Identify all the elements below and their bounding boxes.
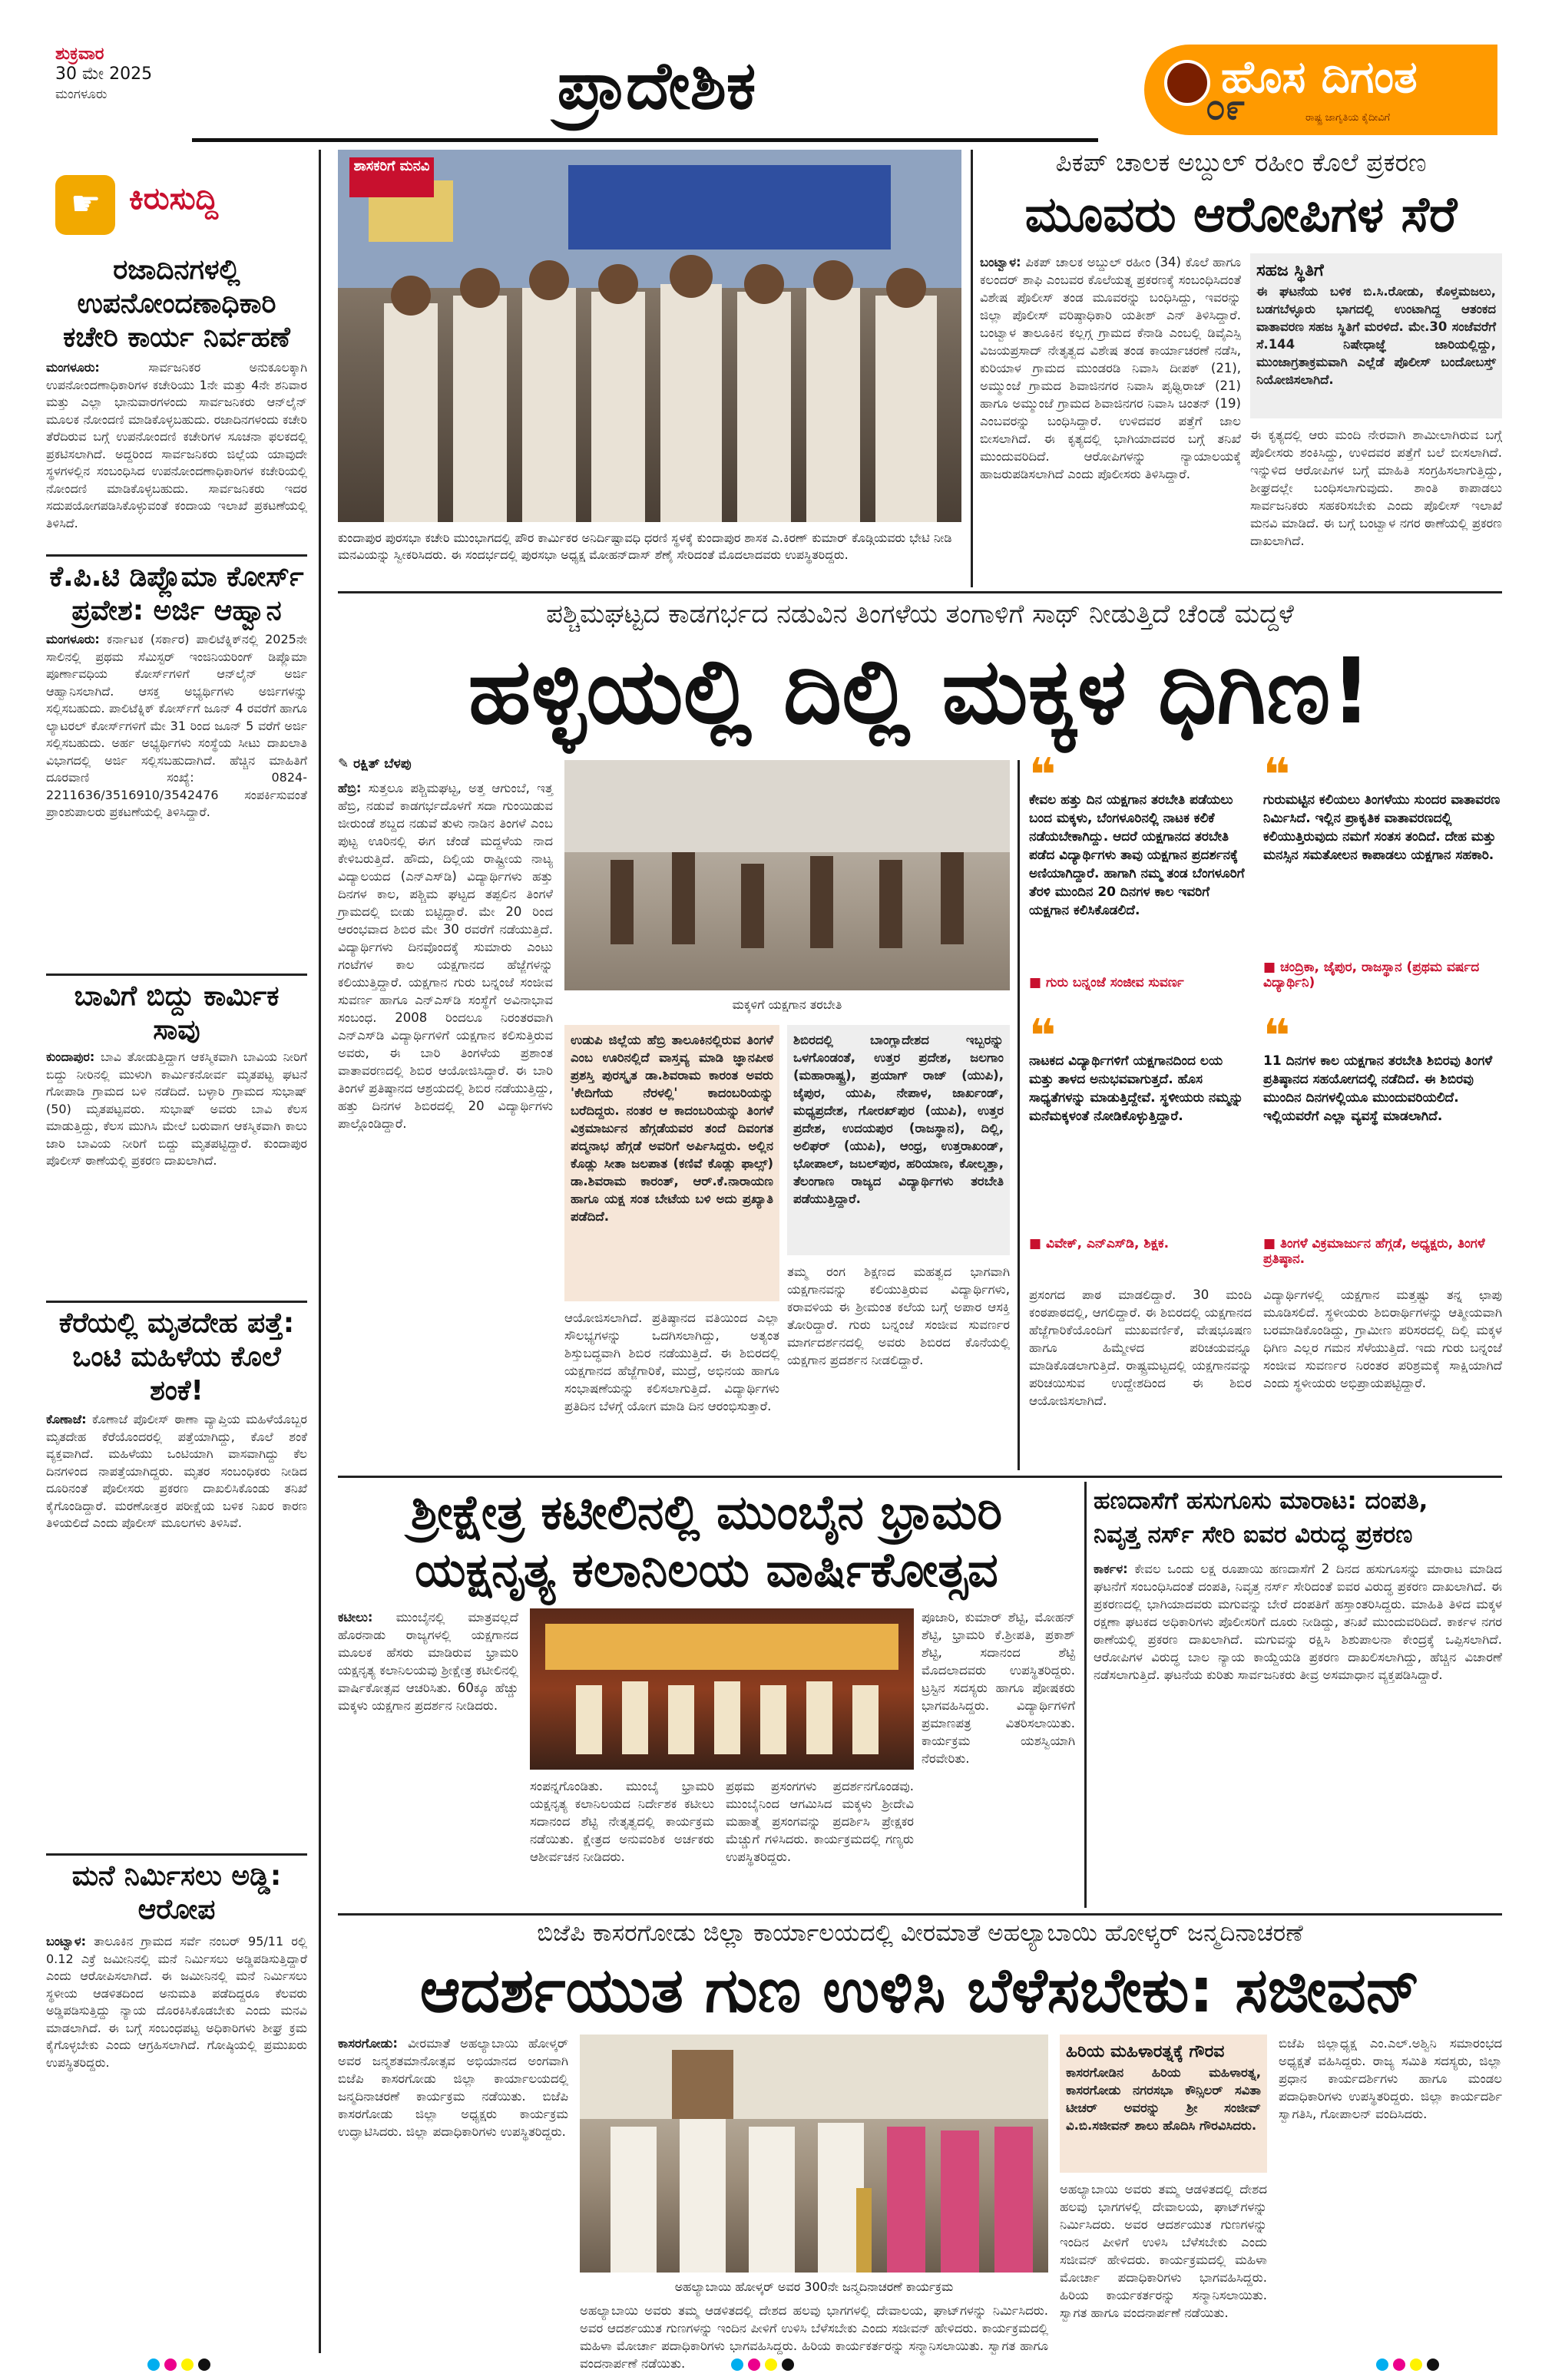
color-dots-center bbox=[731, 2359, 794, 2371]
lead-body-3: ತಮ್ಮ ರಂಗ ಶಿಕ್ಷಣದ ಮಹತ್ವದ ಭಾಗವಾಗಿ ಯಕ್ಷಗಾನವನ್ನು ಕಲಿಯುತ್ತಿರುವ ವಿದ್ಯಾರ್ಥಿಗಳು, ಕರಾವಳಿಯ ಈ ಶ್ರೀಮಂತ ಕಲೆಯ ಬಗ್ಗೆ ಅಪಾರ ಆಸಕ್ತಿ ತೋರಿದ್ದಾರೆ. ಗುರು ಬನ್ನಂಜೆ ಸಂಜೀವ ಸುವರ್ಣರ ಮಾರ್ಗದರ್ಶನದಲ್ಲಿ ಅವರು ಶಿಬಿರದ ಕೊನೆಯಲ್ಲಿ ಯಕ್ಷಗಾನ ಪ್ರದರ್ಶನ ನೀಡಲಿದ್ದಾರೆ. bbox=[787, 1264, 1010, 1367]
story-body-4: ಪೂಜಾರಿ, ಕುಮಾರ್ ಶೆಟ್ಟಿ, ಮೋಹನ್ ಶೆಟ್ಟಿ, ಭ್ರಾಮರಿ ಕೆ.ಶ್ರೀಪತಿ, ಪ್ರಕಾಶ್ ಶೆಟ್ಟಿ, ಸದಾನಂದ ಶೆಟ್ಟಿ ಮೊದಲಾದವರು ಉಪಸ್ಥಿತರಿದ್ದರು. ಟ್ರಸ್ಟಿನ ಸದಸ್ಯರು ಹಾಗೂ ಪೋಷಕರು ಭಾಗವಹಿಸಿದ್ದರು. ವಿದ್ಯಾರ್ಥಿಗಳಿಗೆ ಪ್ರಮಾಣಪತ್ರ ವಿತರಿಸಲಾಯಿತು. ಕಾರ್ಯಕ್ರಮ ಯಶಸ್ವಿಯಾಗಿ ನೆರವೇರಿತು. bbox=[922, 1610, 1075, 1766]
section-title: ಪ್ರಾದೇಶಿಕ bbox=[557, 48, 756, 124]
lead-body-5: ವಿದ್ಯಾರ್ಥಿಗಳಲ್ಲಿ ಯಕ್ಷಗಾನ ಮತ್ತಷ್ಟು ತನ್ನ ಛಾಪು ಮೂಡಿಸಲಿದೆ. ಸ್ಥಳೀಯರು ಶಿಬಿರಾರ್ಥಿಗಳನ್ನು ಆತ್ಮೀಯವಾಗಿ ಬರಮಾಡಿಕೊಂಡಿದ್ದು, ಗ್ರಾಮೀಣ ಪರಿಸರದಲ್ಲಿ ದಿಲ್ಲಿ ಮಕ್ಕಳ ಧಿಗಿಣ ಎಲ್ಲರ ಗಮನ ಸೆಳೆಯುತ್ತಿದೆ. ಇದು ಗುರು ಬನ್ನಂಜೆ ಸಂಜೀವ ಸುವರ್ಣರ ನಿರಂತರ ಪರಿಶ್ರಮಕ್ಕೆ ಸಾಕ್ಷಿಯಾಗಿದೆ ಎಂದು ಸ್ಥಳೀಯರು ಅಭಿಪ್ರಾಯಪಟ್ಟಿದ್ದಾರೆ. bbox=[1263, 1288, 1502, 1390]
people-group-photo bbox=[338, 150, 961, 522]
lead-body-2: ಆಯೋಜಿಸಲಾಗಿದೆ. ಪ್ರತಿಷ್ಠಾನದ ವತಿಯಿಂದ ಎಲ್ಲಾ ಸೌಲಭ್ಯಗಳನ್ನು ಒದಗಿಸಲಾಗಿದ್ದು, ಅತ್ಯಂತ ಶಿಸ್ತುಬದ್ಧವಾಗಿ ಶಿಬಿರ ನಡೆಯುತ್ತಿದೆ. ಈ ಶಿಬಿರದಲ್ಲಿ ಯಕ್ಷಗಾನದ ಹೆಜ್ಜೆಗಾರಿಕೆ, ಮುದ್ರೆ, ಅಭಿನಯ ಹಾಗೂ ಸಂಭಾಷಣೆಯನ್ನು ಕಲಿಸಲಾಗುತ್ತಿದೆ. ವಿದ್ಯಾರ್ಥಿಗಳು ಪ್ರತಿದಿನ ಬೆಳಗ್ಗೆ ಯೋಗ ಮಾಡಿ ದಿನ ಆರಂಭಿಸುತ್ತಾರೆ. bbox=[564, 1311, 779, 1413]
lead-body: ಹೆಬ್ರಿ: ಸುತ್ತಲೂ ಪಶ್ಚಿಮಘಟ್ಟ, ಅತ್ತ ಆಗುಂಬೆ, ಇತ್ತ ಹೆಬ್ರಿ, ನಡುವೆ ಕಾಡಗರ್ಭದೊಳಗೆ ಸದಾ ಗುಂಯಿಡುವ ಜೀರುಂಡೆ ಶಬ್ದದ ನಡುವೆ ತುಳು ನಾಡಿನ ತಿಂಗಳೆ ಎಂಬ ಪುಟ್ಟ ಊರಿನಲ್ಲಿ ಈಗ ಚೆಂಡೆ ಮದ್ದಳೆಯ ನಾದ ಕೇಳಿಬರುತ್ತಿದೆ. ಹೌದು, ದಿಲ್ಲಿಯ ರಾಷ್ಟ್ರೀಯ ನಾಟ್ಯ ವಿದ್ಯಾಲಯದ (ಎನ್‌ಎಸ್‌ಡಿ) ವಿದ್ಯಾರ್ಥಿಗಳು ಹತ್ತು ದಿನಗಳ ಕಾಲ, ಪಶ್ಚಿಮ ಘಟ್ಟದ ತಪ್ಪಲಿನ ತಿಂಗಳೆ ಗ್ರಾಮದಲ್ಲಿ ಬೀಡು ಬಿಟ್ಟಿದ್ದಾರೆ. ಮೇ 20 ರಿಂದ ಆರಂಭವಾದ ಶಿಬಿರ ಮೇ 30 ರವರೆಗೆ ನಡೆಯುತ್ತಿದೆ. ವಿದ್ಯಾರ್ಥಿಗಳು ದಿನವೊಂದಕ್ಕೆ ಸುಮಾರು ಎಂಟು ಗಂಟೆಗಳ ಕಾಲ ಯಕ್ಷಗಾನದ ಹೆಜ್ಜೆಗಳನ್ನು ಕಲಿಯುತ್ತಿದ್ದಾರೆ. ಯಕ್ಷಗಾನ ಗುರು ಬನ್ನಂಜೆ ಸಂಜೀವ ಸುವರ್ಣ ಹಾಗೂ ಎನ್‌ಎಸ್‌ಡಿ ಸಂಸ್ಥೆಗೆ ಅವಿನಾಭಾವ ಸಂಬಂಧ. 2008 ರಿಂದಲೂ ನಿರಂತರವಾಗಿ ಎನ್‌ಎಸ್‌ಡಿ ವಿದ್ಯಾರ್ಥಿಗಳಿಗೆ ಯಕ್ಷಗಾನ ಕಲಿಸುತ್ತಿರುವ ಅವರು, ಈ ಬಾರಿ ತಿಂಗಳೆಯ ಪ್ರಶಾಂತ ವಾತಾವರಣದಲ್ಲಿ ಶಿಬಿರ ಆಯೋಜಿಸಿದ್ದಾರೆ. ಈ ಬಾರಿ ತಿಂಗಳೆ ಪ್ರತಿಷ್ಠಾನದ ಆಶ್ರಯದಲ್ಲಿ ಶಿಬಿರ ನಡೆಯುತ್ತಿದ್ದು, ಹತ್ತು ದಿನಗಳ ಶಿಬಿರದಲ್ಲಿ 20 ವಿದ್ಯಾರ್ಥಿಗಳು ಪಾಲ್ಗೊಂಡಿದ್ದಾರೆ. bbox=[338, 781, 554, 1131]
photo-stage-event bbox=[530, 1608, 914, 1770]
quote-text: ನಾಟಕದ ವಿದ್ಯಾರ್ಥಿಗಳಿಗೆ ಯಕ್ಷಗಾನದಿಂದ ಲಯ ಮತ್ತು ತಾಳದ ಅನುಭವವಾಗುತ್ತದೆ. ಹೊಸ ಸಾಧ್ಯತೆಗಳನ್ನು ಮಾಡುತ್ತಿದ್ದೇವೆ. ಸ್ಥಳೀಯರು ನಮ್ಮನ್ನು ಮನೆಮಕ್ಕಳಂತೆ ನೋಡಿಕೊಳ್ಳುತ್ತಿದ್ದಾರೆ. bbox=[1029, 1053, 1243, 1124]
story-body: ಕಾಸರಗೋಡು: ವೀರಮಾತೆ ಅಹಲ್ಯಾಬಾಯಿ ಹೋಳ್ಕರ್ ಅವರ ಜನ್ಮಶತಮಾನೋತ್ಸವ ಅಭಿಯಾನದ ಅಂಗವಾಗಿ ಬಿಜೆಪಿ ಕಾಸರಗೋಡು ಜಿಲ್ಲಾ ಕಾರ್ಯಾಲಯದಲ್ಲಿ ಜನ್ಮದಿನಾಚರಣೆ ಕಾರ್ಯಕ್ರಮ ನಡೆಯಿತು. ಬಿಜೆಪಿ ಕಾಸರಗೋಡು ಜಿಲ್ಲಾ ಅಧ್ಯಕ್ಷರು ಕಾರ್ಯಕ್ರಮ ಉದ್ಘಾಟಿಸಿದರು. ಜಿಲ್ಲಾ ಪದಾಧಿಕಾರಿಗಳು ಉಪಸ್ಥಿತರಿದ್ದರು. bbox=[338, 2036, 568, 2139]
info-box bbox=[1250, 253, 1502, 418]
brief-title: ರಜಾದಿನಗಳಲ್ಲಿ ಉಪನೋಂದಣಾಧಿಕಾರಿ ಕಚೇರಿ ಕಾರ್ಯ ನಿರ್ವಹಣೆ bbox=[63, 254, 290, 353]
story-body-2: ಅಹಲ್ಯಾಬಾಯಿ ಅವರು ತಮ್ಮ ಆಡಳಿತದಲ್ಲಿ ದೇಶದ ಹಲವು ಭಾಗಗಳಲ್ಲಿ ದೇವಾಲಯ, ಘಾಟ್‌ಗಳನ್ನು ನಿರ್ಮಿಸಿದರು. ಅವರ ಆದರ್ಶಯುತ ಗುಣಗಳನ್ನು ಇಂದಿನ ಪೀಳಿಗೆ ಉಳಿಸಿ ಬೆಳೆಸಬೇಕು ಎಂದು ಸಜೀವನ್ ಹೇಳಿದರು. ಕಾರ್ಯಕ್ರಮದಲ್ಲಿ ಮಹಿಳಾ ಮೋರ್ಚಾ ಪದಾಧಿಕಾರಿಗಳು ಭಾಗವಹಿಸಿದ್ದರು. ಹಿರಿಯ ಕಾರ್ಯಕರ್ತರನ್ನು ಸನ್ಮಾನಿಸಲಾಯಿತು. ಸ್ವಾಗತ ಹಾಗೂ ವಂದನಾರ್ಪಣೆ ನಡೆಯಿತು. bbox=[1060, 2182, 1267, 2320]
story-headline: ಹಣದಾಸೆಗೆ ಹಸುಗೂಸು ಮಾರಾಟ: ದಂಪತಿ, bbox=[1094, 1487, 1428, 1515]
section-divider bbox=[338, 1913, 1502, 1916]
masthead bbox=[1144, 45, 1497, 135]
story-headline: ಮೂವರು ಆರೋಪಿಗಳ ಸೆರೆ bbox=[1024, 187, 1458, 243]
story-body: ಕಾರ್ಕಳ: ಕೇವಲ ಒಂದು ಲಕ್ಷ ರೂಪಾಯಿ ಹಣದಾಸೆಗೆ 2 ದಿನದ ಹಸುಗೂಸನ್ನು ಮಾರಾಟ ಮಾಡಿದ ಘಟನೆಗೆ ಸಂಬಂಧಿಸಿದಂತೆ ದಂಪತಿ, ನಿವೃತ್ತ ನರ್ಸ್ ಸೇರಿದಂತೆ ಐವರ ವಿರುದ್ಧ ಪ್ರಕರಣ ದಾಖಲಾಗಿದೆ. ಈ ಪ್ರಕರಣದಲ್ಲಿ ಭಾಗಿಯಾದವರು ಮಗುವನ್ನು ಬೇರೆ ದಂಪತಿಗೆ ಹಸ್ತಾಂತರಿಸಿದ್ದರು. ಮಾಹಿತಿ ತಿಳಿದ ಮಕ್ಕಳ ರಕ್ಷಣಾ ಘಟಕದ ಅಧಿಕಾರಿಗಳು ಪೊಲೀಸರಿಗೆ ದೂರು ನೀಡಿದ್ದು, ತನಿಖೆ ಮುಂದುವರಿದಿದೆ. ಕಾರ್ಕಳ ನಗರ ಠಾಣೆಯಲ್ಲಿ ಪ್ರಕರಣ ದಾಖಲಾಗಿದೆ. ಮಗುವನ್ನು ರಕ್ಷಿಸಿ ಶಿಶುಪಾಲನಾ ಕೇಂದ್ರಕ್ಕೆ ಒಪ್ಪಿಸಲಾಗಿದೆ. ಆರೋಪಿಗಳ ವಿರುದ್ಧ ಬಾಲ ನ್ಯಾಯ ಕಾಯ್ದೆಯಡಿ ಪ್ರಕರಣ ದಾಖಲಿಸಲಾಗಿದ್ದು, ಹೆಚ್ಚಿನ ವಿಚಾರಣೆ ನಡೆಸಲಾಗುತ್ತಿದೆ. ಘಟನೆಯ ಕುರಿತು ಸಾರ್ವಜನಿಕರು ತೀವ್ರ ಅಸಮಾಧಾನ ವ್ಯಕ್ತಪಡಿಸಿದ್ದಾರೆ. bbox=[1094, 1562, 1502, 1682]
sidebar-label: ಕಿರುಸುದ್ದಿ bbox=[129, 181, 219, 217]
info-box-body: ಕಾಸರಗೋಡಿನ ಹಿರಿಯ ಮಹಿಳಾರತ್ನ, ಕಾಸರಗೋಡು ನಗರಸಭಾ ಕೌನ್ಸಿಲರ್ ಸವಿತಾ ಟೀಚರ್ ಅವರನ್ನು ಶ್ರೀ ಸಂಜೀವ್ ವಿ.ಬಿ.ಸಜೀವನ್ ಶಾಲು ಹೊದಿಸಿ ಗೌರವಿಸಿದರು. bbox=[1066, 2065, 1261, 2133]
edition-city: ಮಂಗಳೂರು bbox=[55, 87, 108, 102]
weekday: ಶುಕ್ರವಾರ bbox=[55, 45, 104, 64]
brief-title: ಕೆ.ಪಿ.ಟಿ ಡಿಪ್ಲೊಮಾ ಕೋರ್ಸ್ ಪ್ರವೇಶ: ಅರ್ಜಿ ಆಹ್ವಾನ bbox=[49, 561, 304, 626]
quote-text: 11 ದಿನಗಳ ಕಾಲ ಯಕ್ಷಗಾನ ತರಬೇತಿ ಶಿಬಿರವು ತಿಂಗಳೆ ಪ್ರತಿಷ್ಠಾನದ ಸಹಯೋಗದಲ್ಲಿ ನಡೆದಿದೆ. ಈ ಶಿಬಿರವು ಮುಂದಿನ ದಿನಗಳಲ್ಲಿಯೂ ಮುಂದುವರಿಯಲಿದೆ. ಇಲ್ಲಿಯವರೆಗೆ ಎಲ್ಲಾ ವ್ಯವಸ್ಥೆ ಮಾಡಲಾಗಿದೆ. bbox=[1263, 1053, 1493, 1124]
story-body: ಕಟೀಲು: ಮುಂಬೈನಲ್ಲಿ ಮಾತ್ರವಲ್ಲದೆ ಹೊರನಾಡು ರಾಜ್ಯಗಳಲ್ಲಿ ಯಕ್ಷಗಾನದ ಮೂಲಕ ಹೆಸರು ಮಾಡಿರುವ ಭ್ರಾಮರಿ ಯಕ್ಷನೃತ್ಯ ಕಲಾನಿಲಯವು ಶ್ರೀಕ್ಷೇತ್ರ ಕಟೀಲಿನಲ್ಲಿ ವಾರ್ಷಿಕೋತ್ಸವ ಆಚರಿಸಿತು. 60ಕ್ಕೂ ಹೆಚ್ಚು ಮಕ್ಕಳು ಯಕ್ಷಗಾನ ಪ್ರದರ್ಶನ ನೀಡಿದರು. bbox=[338, 1610, 518, 1713]
brief-title: ಮನೆ ನಿರ್ಮಿಸಲು ಅಡ್ಡಿ: ಆರೋಪ bbox=[71, 1860, 282, 1925]
quote-box bbox=[1029, 749, 1252, 1013]
quote-source: ■ ತಿಂಗಳೆ ವಿಕ್ರಮಾರ್ಜುನ ಹೆಗ್ಗಡೆ, ಅಧ್ಯಕ್ಷರು, ತಿಂಗಳೆ ಪ್ರತಿಷ್ಠಾನ. bbox=[1263, 1236, 1485, 1267]
quote-icon: ❝ bbox=[1029, 1010, 1057, 1063]
lamp-logo-icon bbox=[1164, 60, 1210, 106]
photo-caption: ಮಕ್ಕಳಿಗೆ ಯಕ್ಷಗಾನ ತರಬೇತಿ bbox=[732, 997, 842, 1012]
photo-yakshagana-training bbox=[564, 760, 1010, 990]
photo-memorandum bbox=[338, 150, 961, 522]
dancers-photo bbox=[564, 760, 1010, 990]
story-body-3: ಪ್ರಥಮ ಪ್ರಸಂಗಗಳು ಪ್ರದರ್ಶನಗೊಂಡವು. ಮುಂಬೈನಿಂದ ಆಗಮಿಸಿದ ಮಕ್ಕಳು ಶ್ರೀದೇವಿ ಮಹಾತ್ಮೆ ಪ್ರಸಂಗವನ್ನು ಪ್ರದರ್ಶಿಸಿ ಪ್ರೇಕ್ಷಕರ ಮೆಚ್ಚುಗೆ ಗಳಿಸಿದರು. ಕಾರ್ಯಕ್ರಮದಲ್ಲಿ ಗಣ್ಯರು ಉಪಸ್ಥಿತರಿದ್ದರು. bbox=[726, 1779, 914, 1864]
story-body-3: ಬಿಜೆಪಿ ಜಿಲ್ಲಾಧ್ಯಕ್ಷ ಎಂ.ಎಲ್.ಅಶ್ವಿನಿ ಸಮಾರಂಭದ ಅಧ್ಯಕ್ಷತೆ ವಹಿಸಿದ್ದರು. ರಾಜ್ಯ ಸಮಿತಿ ಸದಸ್ಯರು, ಜಿಲ್ಲಾ ಪ್ರಧಾನ ಕಾರ್ಯದರ್ಶಿಗಳು ಹಾಗೂ ಮಂಡಲ ಪದಾಧಿಕಾರಿಗಳು ಉಪಸ್ಥಿತರಿದ್ದರು. ಜಿಲ್ಲಾ ಕಾರ್ಯದರ್ಶಿ ಸ್ವಾಗತಿಸಿ, ಗೋಪಾಲನ್ ವಂದಿಸಿದರು. bbox=[1279, 2036, 1502, 2121]
story-headline: ಆದರ್ಶಯುತ ಗುಣ ಉಳಿಸಿ ಬೆಳೆಸಬೇಕು: ಸಜೀವನ್ bbox=[419, 1955, 1421, 2026]
photo-caption: ಅಹಲ್ಯಾಬಾಯಿ ಹೋಳ್ಕರ್ ಅವರ 300ನೇ ಜನ್ಮದಿನಾಚರಣೆ ಕಾರ್ಯಕ್ರಮ bbox=[674, 2279, 954, 2294]
story-kicker: ಪಿಕಪ್ ಚಾಲಕ ಅಬ್ದುಲ್ ರಹೀಂ ಕೊಲೆ ಪ್ರಕರಣ bbox=[1055, 147, 1427, 177]
lead-headline: ಹಳ್ಳಿಯಲ್ಲಿ ದಿಲ್ಲಿ ಮಕ್ಕಳ ಧಿಗಿಣ! bbox=[468, 638, 1372, 744]
info-box-title: ಸಹಜ ಸ್ಥಿತಿಗೆ bbox=[1256, 261, 1324, 280]
story-body-short: ಅಹಲ್ಯಾಬಾಯಿ ಅವರು ತಮ್ಮ ಆಡಳಿತದಲ್ಲಿ ದೇಶದ ಹಲವು ಭಾಗಗಳಲ್ಲಿ ದೇವಾಲಯ, ಘಾಟ್‌ಗಳನ್ನು ನಿರ್ಮಿಸಿದರು. ಅವರ ಆದರ್ಶಯುತ ಗುಣಗಳನ್ನು ಇಂದಿನ ಪೀಳಿಗೆ ಉಳಿಸಿ ಬೆಳೆಸಬೇಕು ಎಂದು ಸಜೀವನ್ ಹೇಳಿದರು. ಕಾರ್ಯಕ್ರಮದಲ್ಲಿ ಮಹಿಳಾ ಮೋರ್ಚಾ ಪದಾಧಿಕಾರಿಗಳು ಭಾಗವಹಿಸಿದ್ದರು. ಹಿರಿಯ ಕಾರ್ಯಕರ್ತರನ್ನು ಸನ್ಮಾನಿಸಲಾಯಿತು. ಸ್ವಾಗತ ಹಾಗೂ ವಂದನಾರ್ಪಣೆ ನಡೆಯಿತು. bbox=[580, 2303, 1048, 2371]
color-dots-right bbox=[1376, 2359, 1439, 2371]
sidebar-label-block bbox=[45, 161, 298, 246]
quote-icon: ❝ bbox=[1263, 749, 1291, 802]
story-body-continued: ಈ ಕೃತ್ಯದಲ್ಲಿ ಆರು ಮಂದಿ ನೇರವಾಗಿ ಶಾಮೀಲಾಗಿರುವ ಬಗ್ಗೆ ಪೊಲೀಸರು ಶಂಕಿಸಿದ್ದು, ಉಳಿದವರ ಪತ್ತೆಗೆ ಬಲೆ ಬೀಸಲಾಗಿದೆ. ಇನ್ನುಳಿದ ಆರೋಪಿಗಳ ಬಗ್ಗೆ ಮಾಹಿತಿ ಸಂಗ್ರಹಿಸಲಾಗುತ್ತಿದ್ದು, ಶೀಘ್ರದಲ್ಲೇ ಬಂಧಿಸಲಾಗುವುದು. ಶಾಂತಿ ಕಾಪಾಡಲು ಸಾರ್ವಜನಿಕರು ಸಹಕರಿಸಬೇಕು ಎಂದು ಪೊಲೀಸ್ ಇಲಾಖೆ ಮನವಿ ಮಾಡಿದೆ. ಈ ಬಗ್ಗೆ ಬಂಟ್ವಾಳ ನಗರ ಠಾಣೆಯಲ್ಲಿ ಪ್ರಕರಣ ದಾಖಲಾಗಿದೆ. bbox=[1250, 428, 1502, 548]
lead-kicker: ಪಶ್ಚಿಮಘಟ್ಟದ ಕಾಡಗರ್ಭದ ನಡುವಿನ ತಿಂಗಳೆಯ ತಂಗಾಳಿಗೆ ಸಾಥ್ ನೀಡುತ್ತಿದೆ ಚೆಂಡೆ ಮದ್ದಳೆ bbox=[546, 599, 1294, 630]
quote-box bbox=[1029, 1010, 1252, 1274]
brief-body: ಮಂಗಳೂರು: ಕರ್ನಾಟಕ (ಸರ್ಕಾರ) ಪಾಲಿಟೆಕ್ನಿಕ್‌ನಲ್ಲಿ 2025ನೇ ಸಾಲಿನಲ್ಲಿ ಪ್ರಥಮ ಸೆಮಿಸ್ಟರ್ ಇಂಜಿನಿಯರಿಂಗ್ ಡಿಪ್ಲೊಮಾ ಪೂರ್ಣಾವಧಿಯ ಕೋರ್ಸ್‌ಗಳಿಗೆ ಆನ್‌ಲೈನ್ ಅರ್ಜಿ ಆಹ್ವಾನಿಸಲಾಗಿದೆ. ಆಸಕ್ತ ಅಭ್ಯರ್ಥಿಗಳು ಅರ್ಜಿಗಳನ್ನು ಸಲ್ಲಿಸಬಹುದು. ಪಾಲಿಟೆಕ್ನಿಕ್ ಕೋರ್ಸ್‌ಗೆ ಜೂನ್ 4 ರವರೆಗೆ ಹಾಗೂ ಲ್ಯಾಟರಲ್ ಕೋರ್ಸ್‌ಗಳಿಗೆ ಮೇ 31 ರಿಂದ ಜೂನ್ 5 ವರೆಗೆ ಅರ್ಜಿ ಸಲ್ಲಿಸಬಹುದು. ಅರ್ಹ ಅಭ್ಯರ್ಥಿಗಳು ಸಂಸ್ಥೆಯ ಸೀಟು ದಾಖಲಾತಿ ವಿಭಾಗದಲ್ಲಿ ಅರ್ಜಿ ಸಲ್ಲಿಸಬಹುದಾಗಿದೆ. ಹೆಚ್ಚಿನ ಮಾಹಿತಿಗೆ ದೂರವಾಣಿ ಸಂಖ್ಯೆ: 0824-2211636/3516910/3542476 ಸಂಪರ್ಕಿಸುವಂತೆ ಪ್ರಾಂಶುಪಾಲರು ಪ್ರಕಟಣೆಯಲ್ಲಿ ತಿಳಿಸಿದ್ದಾರೆ. bbox=[46, 632, 307, 819]
brief-body: ಮಂಗಳೂರು: ಸಾರ್ವಜನಿಕರ ಅನುಕೂಲಕ್ಕಾಗಿ ಉಪನೋಂದಣಾಧಿಕಾರಿಗಳ ಕಚೇರಿಯು 1ನೇ ಮತ್ತು 4ನೇ ಶನಿವಾರ ಮತ್ತು ಎಲ್ಲಾ ಭಾನುವಾರಗಳಂದು ಸಾರ್ವಜನಿಕರು ಆನ್‌ಲೈನ್ ಮೂಲಕ ನೋಂದಣಿ ಮಾಡಿಕೊಳ್ಳಬಹುದು. ರಜಾದಿನಗಳಂದು ಕಚೇರಿ ತೆರೆದಿರುವ ಬಗ್ಗೆ ಉಪನೋಂದಣಿ ಕಚೇರಿಗಳ ಸೂಚನಾ ಫಲಕದಲ್ಲಿ ಪ್ರಕಟಿಸಲಾಗಿದೆ. ಅದ್ದರಿಂದ ಸಾರ್ವಜನಿಕರು ಜಿಲ್ಲೆಯ ಯಾವುದೇ ಸ್ಥಳಗಳಲ್ಲಿನ ಸಂಬಂಧಿಸಿದ ಉಪನೋಂದಣಾಧಿಕಾರಿಗಳ ಕಚೇರಿಯಲ್ಲಿ ನೋಂದಣಿ ಮಾಡಿಕೊಳ್ಳಬಹುದು. ಸಾರ್ವಜನಿಕರು ಇದರ ಸದುಪಯೋಗಪಡಿಸಿಕೊಳ್ಳುವಂತೆ ಕಂದಾಯ ಇಲಾಖೆ ಪ್ರಕಟಣೆಯಲ್ಲಿ ತಿಳಿಸಿದೆ. bbox=[46, 360, 307, 531]
masthead-name: ಹೊಸ ದಿಗಂತ bbox=[1221, 51, 1418, 103]
print-registration-marks bbox=[0, 2349, 1542, 2380]
quote-text: ಗುರುಮಟ್ಟಿನ ಕಲಿಯಲು ತಿಂಗಳೆಯು ಸುಂದರ ವಾತಾವರಣ ನಿರ್ಮಿಸಿದೆ. ಇಲ್ಲಿನ ಪ್ರಾಕೃತಿಕ ವಾತಾವರಣದಲ್ಲಿ ಕಲಿಯುತ್ತಿರುವುದು ನಮಗೆ ಸಂತಸ ತಂದಿದೆ. ದೇಹ ಮತ್ತು ಮನಸ್ಸಿನ ಸಮತೋಲನ ಕಾಪಾಡಲು ಯಕ್ಷಗಾನ ಸಹಕಾರಿ. bbox=[1263, 792, 1501, 863]
masthead-tagline: ರಾಷ್ಟ್ರ ಜಾಗೃತಿಯ ಕೈದೀವಿಗೆ bbox=[1305, 112, 1391, 124]
quote-box bbox=[1263, 1010, 1502, 1274]
info-box-karanth: ಉಡುಪಿ ಜಿಲ್ಲೆಯ ಹೆಬ್ರಿ ತಾಲೂಕಿನಲ್ಲಿರುವ ತಿಂಗಳೆ ಎಂಬ ಊರಿನಲ್ಲಿದೆ ವಾಸ್ತವ್ಯ ಮಾಡಿ ಜ್ಞಾನಪೀಠ ಪ್ರಶಸ್ತಿ ಪುರಸ್ಕೃತ ಡಾ.ಶಿವರಾಮ ಕಾರಂತ ಅವರು 'ಕೇದಿಗೆಯ ನೆರಳಲ್ಲಿ' ಕಾದಂಬರಿಯನ್ನು ಬರೆದಿದ್ದರು. ನಂತರ ಆ ಕಾದಂಬರಿಯನ್ನು ತಿಂಗಳೆ ವಿಕ್ರಮಾರ್ಜುನ ಹೆಗ್ಗಡೆಯವರ ತಂದೆ ದಿವಂಗತ ಪದ್ಮನಾಭ ಹೆಗ್ಗಡೆ ಅವರಿಗೆ ಅರ್ಪಿಸಿದ್ದರು. ಅಲ್ಲಿನ ಕೊಡ್ಲು ಸೀತಾ ಜಲಪಾತ (ಕಣಿವೆ ಕೊಡ್ಲು ಫಾಲ್ಸ್) ಡಾ.ಶಿವರಾಮ ಕಾರಂತ್, ಆರ್.ಕೆ.ನಾರಾಯಣ ಹಾಗೂ ಯಕ್ಷ ಸಂತ ಬೇಟೆಯ ಬಳಿ ಅದು ಪ್ರಖ್ಯಾತಿ ಪಡೆದಿದೆ. bbox=[564, 1025, 779, 1301]
byline: ✎ ರಕ್ಷಿತ್ ಬೆಳಪು bbox=[338, 756, 412, 772]
brief-divider bbox=[46, 973, 307, 976]
pen-icon: ✎ bbox=[338, 756, 354, 772]
info-box-states: ಶಿಬಿರದಲ್ಲಿ ಬಾಂಗ್ಲಾದೇಶದ ಇಬ್ಬರನ್ನು ಒಳಗೊಂಡಂತೆ, ಉತ್ತರ ಪ್ರದೇಶ, ಜಲಗಾಂ (ಮಹಾರಾಷ್ಟ್ರ), ಪ್ರಯಾಗ್ ರಾಜ್ (ಯುಪಿ), ಜೈಪುರ, ಯುಪಿ, ನೇಪಾಳ, ಜಾರ್ಖಂಡ್, ಮಧ್ಯಪ್ರದೇಶ, ಗೋರಖ್‌ಪುರ (ಯುಪಿ), ಉತ್ತರ ಪ್ರದೇಶ, ಉದಯಪುರ (ರಾಜಸ್ಥಾನ), ದಿಲ್ಲಿ, ಅಲಿಘರ್ (ಯುಪಿ), ಆಂಧ್ರ, ಉತ್ತರಾಖಂಡ್, ಭೋಪಾಲ್, ಜಬಲ್‌ಪುರ, ಹರಿಯಾಣ, ಕೋಲ್ಕತ್ತಾ, ತೆಲಂಗಾಣ ರಾಜ್ಯದ ವಿದ್ಯಾರ್ಥಿಗಳು ತರಬೇತಿ ಪಡೆಯುತ್ತಿದ್ದಾರೆ. bbox=[787, 1025, 1010, 1255]
brief-title: ಕೆರೆಯಲ್ಲಿ ಮೃತದೇಹ ಪತ್ತೆ: ಒಂಟಿ ಮಹಿಳೆಯ ಕೊಲೆ ಶಂಕೆ! bbox=[58, 1307, 295, 1407]
sidebar-divider bbox=[319, 150, 321, 2353]
brief-title: ಬಾವಿಗೆ ಬಿದ್ದು ಕಾರ್ಮಿಕ ಸಾವು bbox=[74, 980, 280, 1046]
brief-body: ಕುಂದಾಪುರ: ಬಾವಿ ತೋಡುತ್ತಿದ್ದಾಗ ಆಕಸ್ಮಿಕವಾಗಿ ಬಾವಿಯ ನೀರಿಗೆ ಬಿದ್ದು ನೀರಿನಲ್ಲಿ ಮುಳುಗಿ ಕಾರ್ಮಿಕನೋರ್ವ ಮೃತಪಟ್ಟ ಘಟನೆ ಗೋಪಾಡಿ ಗ್ರಾಮದ ಬಳಿ ನಡೆದಿದೆ. ಬಳ್ಳಾರಿ ಗ್ರಾಮದ ಸುಭಾಷ್ (50) ಮೃತಪಟ್ಟವರು. ಸುಭಾಷ್ ಅವರು ಬಾವಿ ಕೆಲಸ ಮಾಡುತ್ತಿದ್ದು, ಕೆಲಸ ಮುಗಿಸಿ ಮೇಲೆ ಬರುವಾಗ ಆಕಸ್ಮಿಕವಾಗಿ ಕಾಲು ಜಾರಿ ಬಾವಿಯ ನೀರಿಗೆ ಬಿದ್ದು ಮೃತಪಟ್ಟಿದ್ದಾರೆ. ಕುಂದಾಪುರ ಪೊಲೀಸ್ ಠಾಣೆಯಲ್ಲಿ ಪ್ರಕರಣ ದಾಖಲಾಗಿದೆ. bbox=[46, 1050, 307, 1168]
story-tag: ಶಾಸಕರಿಗೆ ಮನವಿ bbox=[349, 157, 434, 197]
brief-divider bbox=[46, 1301, 307, 1303]
quote-source: ■ ವಿವೇಕ್, ಎನ್‌ಎಸ್‌ಡಿ, ಶಿಕ್ಷಕ. bbox=[1029, 1236, 1170, 1251]
column-divider bbox=[1084, 1482, 1087, 1908]
quote-icon: ❝ bbox=[1263, 1010, 1291, 1063]
event-photo bbox=[580, 2035, 1048, 2273]
issue-date: 30 ಮೇ 2025 bbox=[55, 64, 153, 84]
story-kicker: ಬಿಜೆಪಿ ಕಾಸರಗೋಡು ಜಿಲ್ಲಾ ಕಾರ್ಯಾಲಯದಲ್ಲಿ ವೀರಮಾತೆ ಅಹಲ್ಯಾಬಾಯಿ ಹೋಳ್ಕರ್ ಜನ್ಮದಿನಾಚರಣೆ bbox=[537, 1919, 1303, 1947]
photo-caption: ಕುಂದಾಪುರ ಪುರಸಭಾ ಕಚೇರಿ ಮುಂಭಾಗದಲ್ಲಿ ಪೌರ ಕಾರ್ಮಿಕರ ಅನಿರ್ದಿಷ್ಟಾವಧಿ ಧರಣಿ ಸ್ಥಳಕ್ಕೆ ಕುಂದಾಪುರ ಶಾಸಕ ಎ.ಕಿರಣ್ ಕುಮಾರ್ ಕೊಡ್ಗಿಯವರು ಭೇಟಿ ನೀಡಿ ಮನವಿಯನ್ನು ಸ್ವೀಕರಿಸಿದರು. ಈ ಸಂದರ್ಭದಲ್ಲಿ ಪುರಸಭಾ ಅಧ್ಯಕ್ಷ ಮೋಹನ್‌ದಾಸ್ ಶೆಣೈ ಸೇರಿದಂತೆ ಮೊದಲಾದವರು ಉಪಸ್ಥಿತರಿದ್ದರು. bbox=[338, 531, 952, 562]
quote-source: ■ ಚಂದ್ರಿಕಾ, ಜೈಪುರ, ರಾಜಸ್ಥಾನ (ಪ್ರಥಮ ವರ್ಷದ ವಿದ್ಯಾರ್ಥಿನಿ) bbox=[1263, 960, 1480, 990]
hand-pointer-icon: ☛ bbox=[55, 175, 115, 235]
lead-body-4: ಪ್ರಸಂಗದ ಪಾಠ ಮಾಡಲಿದ್ದಾರೆ. 30 ಮಂದಿ ಕಂಠಪಾಠದಲ್ಲಿ, ಆಗಲಿದ್ದಾರೆ. ಈ ಶಿಬಿರದಲ್ಲಿ ಯಕ್ಷಗಾನದ ಹೆಜ್ಜೆಗಾರಿಕೆಯೊಂದಿಗೆ ಮುಖವರ್ಣಿಕೆ, ವೇಷಭೂಷಣ ಹಾಗೂ ಹಿಮ್ಮೇಳದ ಪರಿಚಯವನ್ನೂ ಮಾಡಿಕೊಡಲಾಗುತ್ತಿದೆ. ರಾಷ್ಟ್ರಮಟ್ಟದಲ್ಲಿ ಯಕ್ಷಗಾನವನ್ನು ಪರಿಚಯಿಸುವ ಉದ್ದೇಶದಿಂದ ಈ ಶಿಬಿರ ಆಯೋಜಿಸಲಾಗಿದೆ. bbox=[1029, 1288, 1252, 1408]
quote-box bbox=[1263, 749, 1502, 1013]
info-box bbox=[1060, 2035, 1267, 2173]
section-divider bbox=[338, 591, 1502, 593]
info-box-title: ಹಿರಿಯ ಮಹಿಳಾರತ್ನಕ್ಕೆ ಗೌರವ bbox=[1066, 2042, 1225, 2061]
section-divider bbox=[338, 1476, 1502, 1478]
brief-divider bbox=[46, 554, 307, 557]
brief-divider bbox=[46, 1853, 307, 1856]
brief-body: ಕೊಣಾಜೆ: ಕೊಣಾಜೆ ಪೊಲೀಸ್ ಠಾಣಾ ವ್ಯಾಪ್ತಿಯ ಮಹಿಳೆಯೊಬ್ಬರ ಮೃತದೇಹ ಕೆರೆಯೊಂದರಲ್ಲಿ ಪತ್ತೆಯಾಗಿದ್ದು, ಕೊಲೆ ಶಂಕೆ ವ್ಯಕ್ತವಾಗಿದೆ. ಮಹಿಳೆಯು ಒಂಟಿಯಾಗಿ ವಾಸವಾಗಿದ್ದು ಕೆಲ ದಿನಗಳಿಂದ ನಾಪತ್ತೆಯಾಗಿದ್ದರು. ಮೃತರ ಸಂಬಂಧಿಕರು ನೀಡಿದ ದೂರಿನಂತೆ ಪೊಲೀಸರು ಪ್ರಕರಣ ದಾಖಲಿಸಿಕೊಂಡು ತನಿಖೆ ಕೈಗೊಂಡಿದ್ದಾರೆ. ಮರಣೋತ್ತರ ಪರೀಕ್ಷೆಯ ಬಳಿಕ ನಿಖರ ಕಾರಣ ತಿಳಿಯಲಿದೆ ಎಂದು ಪೊಲೀಸ್ ಮೂಲಗಳು ತಿಳಿಸಿವೆ. bbox=[46, 1412, 307, 1530]
column-divider bbox=[971, 150, 973, 587]
quote-text: ಕೇವಲ ಹತ್ತು ದಿನ ಯಕ್ಷಗಾನ ತರಬೇತಿ ಪಡೆಯಲು ಬಂದ ಮಕ್ಕಳು, ಬೆಂಗಳೂರಿನಲ್ಲಿ ನಾಟಕ ಕಲಿಕೆ ನಡೆಯಬೇಕಾಗಿದ್ದು. ಆದರೆ ಯಕ್ಷಗಾನದ ತರಬೇತಿ ಪಡೆದ ವಿದ್ಯಾರ್ಥಿಗಳು ತಾವು ಯಕ್ಷಗಾನ ಪ್ರದರ್ಶನಕ್ಕೆ ಅಣಿಯಾಗಿದ್ದಾರೆ. ಹಾಗಾಗಿ ನಮ್ಮ ತಂಡ ಬೆಂಗಳೂರಿಗೆ ತೆರಳಿ ಮುಂದಿನ 20 ದಿನಗಳ ಕಾಲ ಇವರಿಗೆ ಯಕ್ಷಗಾನ ಕಲಿಸಿಕೊಡಲಿದೆ. bbox=[1029, 792, 1245, 918]
header-rule bbox=[192, 138, 1098, 142]
story-headline: ನಿವೃತ್ತ ನರ್ಸ್ ಸೇರಿ ಐವರ ವಿರುದ್ಧ ಪ್ರಕರಣ bbox=[1094, 1521, 1413, 1549]
photo-ahalyabai-event bbox=[580, 2035, 1048, 2273]
column-divider bbox=[1018, 760, 1020, 1470]
page-number: ೦೯ bbox=[1206, 86, 1246, 127]
info-box-body: ಈ ಘಟನೆಯ ಬಳಿಕ ಬಿ.ಸಿ.ರೋಡು, ಕೊಳ್ತಮಜಲು, ಬಡಗಬೆಳ್ಳೂರು ಭಾಗದಲ್ಲಿ ಉಂಟಾಗಿದ್ದ ಆತಂಕದ ವಾತಾವರಣ ಸಹಜ ಸ್ಥಿತಿಗೆ ಮರಳಿದೆ. ಮೇ.30 ಸಂಜೆವರೆಗೆ ಸೆ.144 ನಿಷೇಧಾಜ್ಞೆ ಜಾರಿಯಲ್ಲಿದ್ದು, ಮುಂಜಾಗ್ರತಾಕ್ರಮವಾಗಿ ಎಲ್ಲೆಡೆ ಪೊಲೀಸ್ ಬಂದೋಬಸ್ತ್ ನಿಯೋಜಿಸಲಾಗಿದೆ. bbox=[1256, 284, 1496, 387]
story-headline: ಶ್ರೀಕ್ಷೇತ್ರ ಕಟೀಲಿನಲ್ಲಿ ಮುಂಬೈನ ಭ್ರಾಮರಿ bbox=[410, 1484, 1003, 1540]
brief-body: ಬಂಟ್ವಾಳ: ತಾಲೂಕಿನ ಗ್ರಾಮದ ಸರ್ವೆ ನಂಬರ್ 95/11 ರಲ್ಲಿ 0.12 ಎಕ್ರೆ ಜಮೀನಿನಲ್ಲಿ ಮನೆ ನಿರ್ಮಿಸಲು ಅಡ್ಡಿಪಡಿಸುತ್ತಿದ್ದಾರೆ ಎಂದು ಆರೋಪಿಸಲಾಗಿದೆ. ಈ ಜಮೀನಿನಲ್ಲಿ ಮನೆ ನಿರ್ಮಿಸಲು ಸ್ಥಳೀಯ ಆಡಳಿತದಿಂದ ಅನುಮತಿ ಪಡೆದಿದ್ದರೂ ಕೆಲವರು ಅಡ್ಡಿಪಡಿಸುತ್ತಿದ್ದು ನ್ಯಾಯ ದೊರಕಿಸಿಕೊಡಬೇಕು ಎಂದು ಮನವಿ ಮಾಡಲಾಗಿದೆ. ಈ ಬಗ್ಗೆ ಸಂಬಂಧಪಟ್ಟ ಅಧಿಕಾರಿಗಳು ಶೀಘ್ರ ಕ್ರಮ ಕೈಗೊಳ್ಳಬೇಕು ಎಂದು ಆಗ್ರಹಿಸಲಾಗಿದೆ. ಗೋಷ್ಠಿಯಲ್ಲಿ ಪ್ರಮುಖರು ಉಪಸ್ಥಿತರಿದ್ದರು. bbox=[46, 1934, 307, 2070]
date-block bbox=[55, 45, 178, 104]
color-dots-left bbox=[147, 2359, 210, 2371]
stage-photo bbox=[530, 1608, 914, 1770]
story-body: ಬಂಟ್ವಾಳ: ಪಿಕಪ್ ಚಾಲಕ ಅಬ್ದುಲ್ ರಹೀಂ (34) ಕೊಲೆ ಹಾಗೂ ಕಲಂದರ್ ಶಾಫಿ ಎಂಬವರ ಕೊಲೆಯತ್ನ ಪ್ರಕರಣಕ್ಕೆ ಸಂಬಂಧಿಸಿದಂತೆ ವಿಶೇಷ ಪೊಲೀಸ್ ತಂಡ ಮೂವರನ್ನು ಬಂಧಿಸಿದ್ದು, ಇವರನ್ನು ಜಿಲ್ಲಾ ಪೊಲೀಸ್ ವರಿಷ್ಠಾಧಿಕಾರಿ ಯತೀಶ್ ಎನ್ ತಿಳಿಸಿದ್ದಾರೆ. ಬಂಟ್ವಾಳ ತಾಲೂಕಿನ ಕಲ್ಲಗ್ಗ ಗ್ರಾಮದ ಕೆನಾಡಿ ಎಂಬಲ್ಲಿ ಡಿವೈಎಸ್ಪಿ ವಿಜಯಪ್ರಸಾದ್ ನೇತೃತ್ವದ ವಿಶೇಷ ತಂಡ ಕಾರ್ಯಾಚರಣೆ ನಡೆಸಿ, ಕುರಿಯಾಳ ಗ್ರಾಮದ ಮುಂಡರಡಿ ನಿವಾಸಿ ದೀಪಕ್ (21), ಅಮ್ಮುಂಜೆ ಗ್ರಾಮದ ಶಿವಾಜಿನಗರ ನಿವಾಸಿ ಪೃಥ್ವಿರಾಜ್ (21) ಹಾಗೂ ಅಮ್ಮುಂಜೆ ಗ್ರಾಮದ ಶಿವಾಜಿನಗರ ನಿವಾಸಿ ಚಿಂತನ್ (19) ಎಂಬವರನ್ನು ಬಂಧಿಸಿದ್ದಾರೆ. ಉಳಿದವರ ಪತ್ತೆಗೆ ಜಾಲ ಬೀಸಲಾಗಿದೆ. ಈ ಕೃತ್ಯದಲ್ಲಿ ಭಾಗಿಯಾದವರ ಬಗ್ಗೆ ತನಿಖೆ ಮುಂದುವರಿದಿದೆ. ಆರೋಪಿಗಳನ್ನು ನ್ಯಾಯಾಲಯಕ್ಕೆ ಹಾಜರುಪಡಿಸಲಾಗಿದೆ ಎಂದು ಪೊಲೀಸರು ತಿಳಿಸಿದ್ದಾರೆ. bbox=[980, 255, 1242, 481]
story-headline: ಯಕ್ಷನೃತ್ಯ ಕಲಾನಿಲಯ ವಾರ್ಷಿಕೋತ್ಸವ bbox=[415, 1542, 998, 1598]
quote-source: ■ ಗುರು ಬನ್ನಂಜೆ ಸಂಜೀವ ಸುವರ್ಣ bbox=[1029, 975, 1184, 990]
quote-icon: ❝ bbox=[1029, 749, 1057, 802]
story-body-2: ಸಂಪನ್ನಗೊಂಡಿತು. ಮುಂಬೈ ಭ್ರಾಮರಿ ಯಕ್ಷನೃತ್ಯ ಕಲಾನಿಲಯದ ನಿರ್ದೇಶಕ ಕಟೀಲು ಸದಾನಂದ ಶೆಟ್ಟಿ ನೇತೃತ್ವದಲ್ಲಿ ಕಾರ್ಯಕ್ರಮ ನಡೆಯಿತು. ಕ್ಷೇತ್ರದ ಅನುವಂಶಿಕ ಅರ್ಚಕರು ಆಶೀರ್ವಚನ ನೀಡಿದರು. bbox=[530, 1779, 714, 1864]
